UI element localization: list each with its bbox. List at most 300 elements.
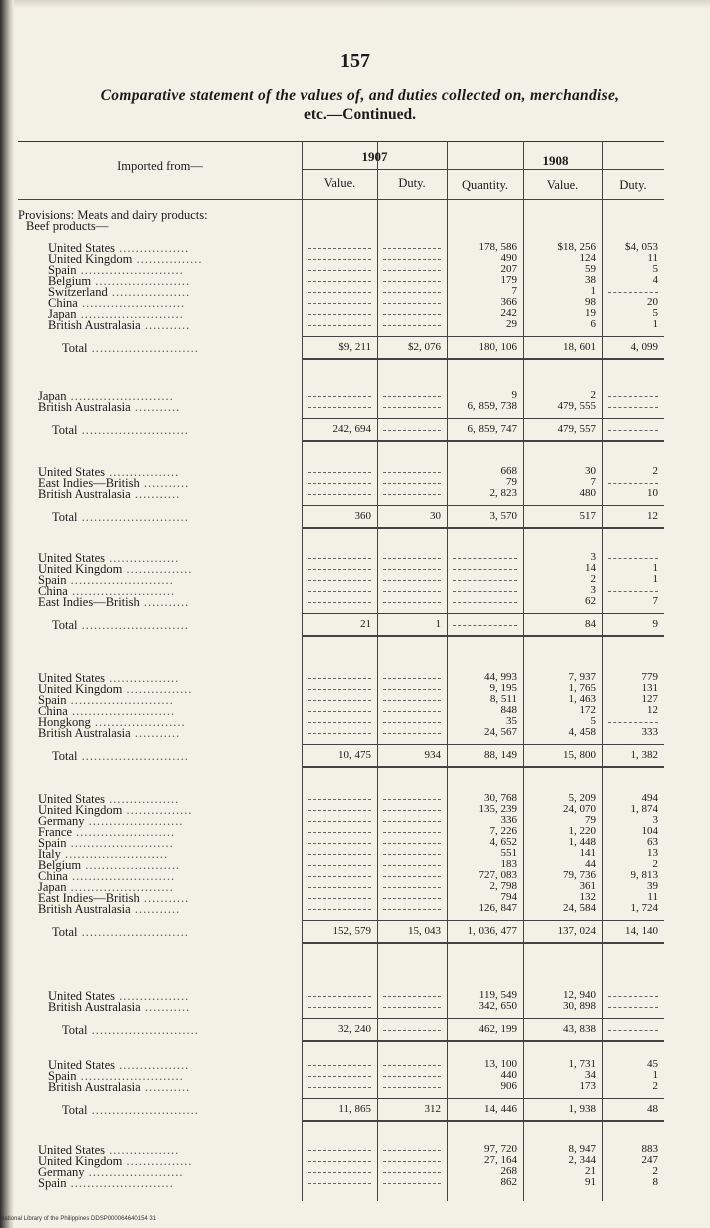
value-1908-cell: 5 [590,715,596,727]
total-bottom-rule [302,942,664,944]
value-1908-cell: 1, 463 [568,693,596,705]
quantity-cell: 179 [500,274,517,286]
value-1908-cell: 1, 731 [568,1058,596,1070]
empty-cell-leader [308,887,371,888]
total-value-1907: 360 [354,510,371,522]
empty-cell-leader [308,558,371,559]
country-name: East Indies—British [38,476,140,490]
country-name: Spain [48,1069,77,1083]
country-name: Italy [38,847,61,861]
country-name: United Kingdom [38,1154,123,1168]
total-rule [302,336,664,337]
quantity-cell: 2, 798 [489,880,517,892]
total-bottom-rule [302,440,664,442]
column-divider [302,141,303,1201]
quantity-cell: 135, 239 [478,803,517,815]
empty-cell-leader [383,898,441,899]
country-name: East Indies—British [38,891,140,905]
duty-1908-cell: 779 [641,671,658,683]
empty-cell-leader [308,1065,371,1066]
column-divider [377,141,378,1201]
quantity-cell: 27, 164 [484,1154,517,1166]
page-title [30,86,690,124]
empty-cell-leader [308,270,371,271]
value-1908-cell: 44 [585,858,596,870]
empty-cell-leader [383,887,441,888]
empty-cell-leader [608,1007,658,1008]
empty-cell-leader [383,1065,441,1066]
empty-cell-leader [383,700,441,701]
country-name: United Kingdom [38,562,123,576]
country-name: Spain [38,693,67,707]
year-1907-heading: 1907 [361,149,388,164]
dot-leader: ................. [115,989,190,1003]
empty-cell-leader [308,325,371,326]
dot-leader: .......................... [87,341,199,355]
quantity-cell: 4, 652 [489,836,517,848]
dot-leader: ......................... [66,836,174,850]
dot-leader: ................ [122,562,193,576]
value-1908-heading: Value. [546,178,579,192]
empty-cell-leader [383,1076,441,1077]
empty-cell-leader [308,876,371,877]
duty-1908-cell: 247 [641,1154,658,1166]
empty-cell-leader [383,325,441,326]
quantity-cell: 13, 100 [484,1058,517,1070]
empty-cell-leader [308,292,371,293]
total-rule [302,1098,664,1099]
total-value-1908: 84 [585,618,596,630]
empty-cell-leader [308,494,371,495]
total-value-1907: 21 [360,618,371,630]
empty-cell-leader [308,248,371,249]
empty-cell-leader [383,821,441,822]
value-1908-cell: 3 [590,584,596,596]
empty-cell-leader [308,678,371,679]
dot-leader: ........... [139,476,190,490]
total-quantity: 6, 859, 747 [467,423,517,435]
country-name: Belgium [38,858,82,872]
total-bottom-rule [302,1120,664,1122]
empty-cell-leader [453,625,517,626]
total-quantity: 462, 199 [478,1023,517,1035]
empty-cell-leader [308,1007,371,1008]
duty-1908-cell: 4 [652,274,658,286]
empty-cell-leader [308,832,371,833]
total-quantity: 88, 149 [484,749,517,761]
dot-leader: ......................... [66,389,174,403]
dot-leader: ......................... [76,1069,184,1083]
value-1908-cell: 2 [590,389,596,401]
quantity-cell: 178, 586 [478,241,517,253]
country-name: United States [38,792,106,806]
quantity-cell: 268 [500,1165,517,1177]
total-value-1908: 1, 938 [568,1103,596,1115]
total-text: Total [52,510,78,524]
total-rule [302,613,664,614]
dot-leader: ........... [130,902,181,916]
total-duty-1907: 15, 043 [408,925,441,937]
duty-1908-cell: 11 [647,891,658,903]
country-name: British Australasia [48,318,141,332]
empty-cell-leader [383,602,441,603]
duty-1908-cell: 2 [652,465,658,477]
dot-leader: ....................... [81,858,181,872]
duty-1908-cell: 127 [641,693,658,705]
dot-leader: .......................... [87,1103,199,1117]
total-duty-1908: 1, 382 [630,749,658,761]
title-line-2: etc.—Continued. [304,106,416,123]
duty-1908-cell: 5 [652,307,658,319]
empty-cell-leader [383,1150,441,1151]
empty-cell-leader [308,810,371,811]
quantity-cell: 44, 993 [484,671,517,683]
empty-cell-leader [383,303,441,304]
country-name: United States [38,671,106,685]
country-name: United States [38,551,106,565]
country-name: Japan [38,880,67,894]
dot-leader: ........... [139,891,190,905]
country-name: British Australasia [48,1080,141,1094]
empty-cell-leader [308,472,371,473]
duty-1908-cell: 3 [652,814,658,826]
total-quantity: 1, 036, 477 [467,925,517,937]
dot-leader: ....................... [84,1165,184,1179]
country-name: British Australasia [48,1000,141,1014]
country-name: China [38,704,68,718]
dot-leader: ......................... [67,704,176,718]
value-1907-heading: Value. [323,176,356,190]
country-label [38,1176,174,1190]
quantity-cell: 242 [500,307,517,319]
country-label [38,487,180,501]
total-value-1907: 11, 865 [338,1103,371,1115]
quantity-1908-heading: Quantity. [461,178,509,192]
total-value-1908: 479, 557 [557,423,596,435]
empty-cell-leader [608,407,658,408]
total-duty-1908: 9 [652,618,658,630]
value-1908-cell: 1, 765 [568,682,596,694]
country-label [48,1000,190,1014]
dot-leader: .......................... [77,423,189,437]
quantity-cell: 336 [500,814,517,826]
total-rule [302,505,664,506]
total-label [62,1023,199,1037]
total-value-1908: 43, 838 [563,1023,596,1035]
empty-cell-leader [383,722,441,723]
total-duty-1907: $2, 076 [408,341,441,353]
page-top-shadow [14,0,710,8]
value-1908-cell: 7, 937 [568,671,596,683]
duty-1908-cell: 1 [652,1069,658,1081]
duty-1908-cell: 2 [652,858,658,870]
value-1908-cell: 6 [590,318,596,330]
duty-1908-cell: 1, 874 [630,803,658,815]
title-line-1: Comparative statement of the values of, and duties collected on, merchandise, [100,87,620,104]
country-name: Japan [38,389,67,403]
country-name: Germany [38,1165,85,1179]
empty-cell-leader [453,602,517,603]
total-value-1908: 517 [579,510,596,522]
value-1908-cell: 8, 947 [568,1143,596,1155]
value-1908-cell: 1, 448 [568,836,596,848]
quantity-cell: 97, 720 [484,1143,517,1155]
country-name: United States [48,1058,116,1072]
total-quantity: 3, 570 [489,510,517,522]
empty-cell-leader [383,909,441,910]
dot-leader: ...................... [90,715,186,729]
total-duty-1908: 48 [647,1103,658,1115]
quantity-cell: 24, 567 [484,726,517,738]
comparative-statement-table [14,141,664,1201]
dot-leader: ........... [130,400,181,414]
empty-cell-leader [308,799,371,800]
total-value-1907: 10, 475 [338,749,371,761]
empty-cell-leader [383,1087,441,1088]
value-1908-cell: 124 [579,252,596,264]
total-text: Total [52,423,78,437]
empty-cell-leader [383,396,441,397]
value-1908-cell: 1 [590,285,596,297]
beef-products-heading: Beef products— [26,219,109,233]
page-edge-shadow [0,0,14,1228]
quantity-cell: 7, 226 [489,825,517,837]
empty-cell-leader [308,711,371,712]
dot-leader: .......................... [87,1023,199,1037]
country-name: Switzerland [48,285,108,299]
empty-cell-leader [308,700,371,701]
quantity-cell: 6, 859, 738 [467,400,517,412]
empty-cell-leader [308,483,371,484]
empty-cell-leader [383,843,441,844]
value-1908-cell: 7 [590,476,596,488]
dot-leader: ................... [107,285,191,299]
dot-leader: ........... [140,318,191,332]
dot-leader: ................. [115,241,190,255]
quantity-cell: 440 [500,1069,517,1081]
total-bottom-rule [302,358,664,360]
country-name: France [38,825,73,839]
quantity-cell: 35 [506,715,517,727]
empty-cell-leader [383,472,441,473]
duty-1908-cell: 5 [652,263,658,275]
duty-1908-cell: 8 [652,1176,658,1188]
quantity-cell: 862 [500,1176,517,1188]
provisions-heading: Provisions: Meats and dairy products: [18,208,208,222]
empty-cell-leader [308,854,371,855]
quantity-cell: 9 [511,389,517,401]
country-name: United Kingdom [38,803,123,817]
country-name: United Kingdom [48,252,133,266]
country-name: Hongkong [38,715,91,729]
dot-leader: .......................... [77,510,189,524]
country-label [38,595,189,609]
total-duty-1907: 312 [424,1103,441,1115]
value-1908-cell: 2, 344 [568,1154,596,1166]
total-bottom-rule [302,527,664,529]
duty-1908-cell: 12 [647,704,658,716]
duty-1908-cell: 10 [647,487,658,499]
value-1908-cell: 24, 070 [563,803,596,815]
empty-cell-leader [308,396,371,397]
empty-cell-leader [383,996,441,997]
value-1908-cell: 59 [585,263,596,275]
total-duty-1908: 4, 099 [630,341,658,353]
country-name: United States [48,241,116,255]
empty-cell-leader [308,407,371,408]
value-1908-cell: 480 [579,487,596,499]
total-text: Total [62,1103,88,1117]
year-header-rule [302,169,447,170]
dot-leader: ................ [122,803,193,817]
quantity-cell: 119, 549 [478,989,517,1001]
quantity-cell: 906 [500,1080,517,1092]
duty-1908-cell: 39 [647,880,658,892]
empty-cell-leader [608,1030,658,1031]
dot-leader: ......................... [60,847,169,861]
empty-cell-leader [383,689,441,690]
empty-cell-leader [383,678,441,679]
value-1908-cell: 62 [585,595,596,607]
empty-cell-leader [308,281,371,282]
total-quantity: 180, 106 [478,341,517,353]
dot-leader: ......................... [67,584,176,598]
empty-cell-leader [383,832,441,833]
empty-cell-leader [383,483,441,484]
footer-credit: National Library of the Philippines DDSP000064640154 31 [0,1216,157,1222]
dot-leader: ................ [132,252,203,266]
country-name: Spain [38,1176,67,1190]
total-label [52,749,189,763]
duty-1908-cell: 7 [652,595,658,607]
empty-cell-leader [453,569,517,570]
dot-leader: ................ [122,1154,193,1168]
dot-leader: ................. [105,671,180,685]
total-rule [302,1018,664,1019]
empty-cell-leader [383,270,441,271]
duty-1908-cell: 494 [641,792,658,804]
dot-leader: .......................... [77,925,189,939]
duty-1908-cell: 131 [641,682,658,694]
empty-cell-leader [383,558,441,559]
total-rule [302,920,664,921]
country-name: Spain [38,573,67,587]
empty-cell-leader [608,430,658,431]
country-name: British Australasia [38,487,131,501]
value-1908-cell: 3 [590,551,596,563]
total-label [52,618,189,632]
value-1908-cell: 4, 458 [568,726,596,738]
dot-leader: ................. [105,1143,180,1157]
duty-1908-cell: 1 [652,562,658,574]
empty-cell-leader [453,591,517,592]
quantity-cell: 551 [500,847,517,859]
duty-1908-cell: 883 [641,1143,658,1155]
quantity-cell: 848 [500,704,517,716]
empty-cell-leader [383,799,441,800]
empty-cell-leader [308,314,371,315]
value-1908-cell: 19 [585,307,596,319]
total-text: Total [52,749,78,763]
value-1908-cell: 1, 220 [568,825,596,837]
empty-cell-leader [608,591,658,592]
empty-cell-leader [383,810,441,811]
empty-cell-leader [308,569,371,570]
imported-from-heading: Imported from— [117,159,203,173]
dot-leader: ................. [105,551,180,565]
dot-leader: ................. [115,1058,190,1072]
empty-cell-leader [308,722,371,723]
empty-cell-leader [308,602,371,603]
header-bottom-rule [18,199,664,200]
value-1908-cell: 30, 898 [563,1000,596,1012]
country-name: United States [38,1143,106,1157]
empty-cell-leader [308,580,371,581]
empty-cell-leader [383,876,441,877]
total-text: Total [52,925,78,939]
dot-leader: ................ [122,682,193,696]
duty-1908-cell: 1, 724 [630,902,658,914]
value-1908-cell: 21 [585,1165,596,1177]
duty-1908-cell: $4, 053 [625,241,658,253]
value-1908-cell: 361 [579,880,596,892]
empty-cell-leader [308,898,371,899]
value-1908-cell: $18, 256 [557,241,596,253]
year-1908-heading: 1908 [542,153,569,168]
country-name: China [38,584,68,598]
quantity-cell: 207 [500,263,517,275]
quantity-cell: 2, 823 [489,487,517,499]
quantity-cell: 126, 847 [478,902,517,914]
value-1908-cell: 24, 584 [563,902,596,914]
empty-cell-leader [383,430,441,431]
country-name: British Australasia [38,400,131,414]
dot-leader: ........... [139,595,190,609]
empty-cell-leader [308,1150,371,1151]
empty-cell-leader [383,569,441,570]
country-name: China [38,869,68,883]
country-label [48,1080,190,1094]
dot-leader: ......................... [77,296,186,310]
value-1908-cell: 79 [585,814,596,826]
total-label [62,1103,199,1117]
dot-leader: ........... [140,1000,191,1014]
empty-cell-leader [308,996,371,997]
value-1908-cell: 91 [585,1176,596,1188]
total-text: Total [62,341,88,355]
empty-cell-leader [383,259,441,260]
dot-leader: .......................... [77,618,189,632]
country-name: United Kingdom [38,682,123,696]
total-label [52,423,189,437]
value-1908-cell: 2 [590,573,596,585]
value-1908-cell: 38 [585,274,596,286]
empty-cell-leader [608,996,658,997]
value-1908-cell: 98 [585,296,596,308]
total-text: Total [52,618,78,632]
empty-cell-leader [453,558,517,559]
empty-cell-leader [383,1007,441,1008]
duty-1908-cell: 9, 813 [630,869,658,881]
total-value-1908: 15, 800 [563,749,596,761]
value-1908-cell: 141 [579,847,596,859]
total-duty-1908: 12 [647,510,658,522]
dot-leader: ................. [105,465,180,479]
page-number: 157 [340,50,370,72]
total-value-1907: $9, 211 [338,341,371,353]
empty-cell-leader [383,1030,441,1031]
empty-cell-leader [308,259,371,260]
